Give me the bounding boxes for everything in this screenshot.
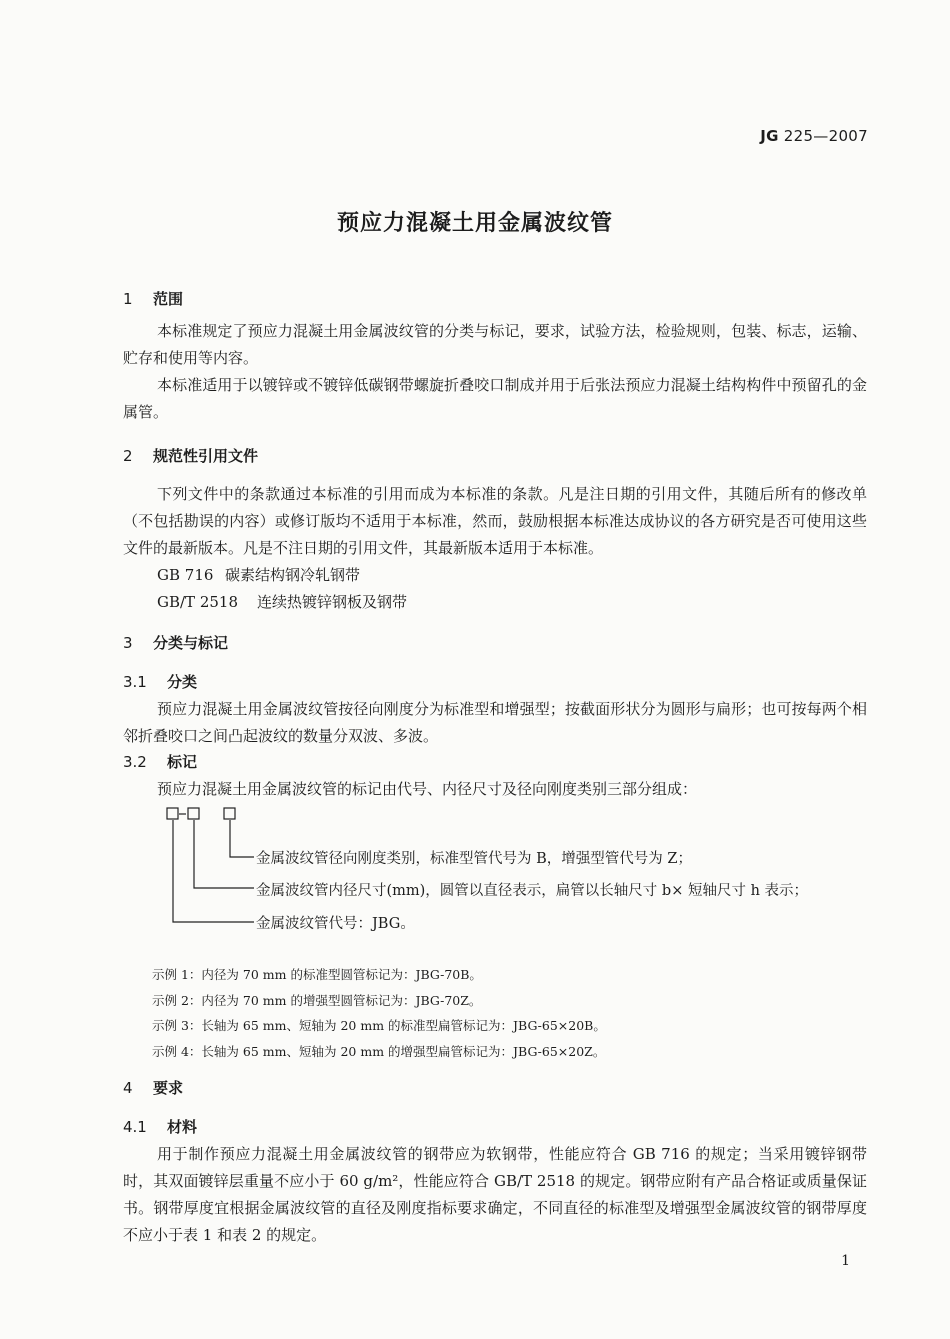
reference-name: 连续热镀锌钢板及钢带 xyxy=(257,593,408,611)
section-4-1-paragraph: 用于制作预应力混凝土用金属波纹管的钢带应为软钢带，性能应符合 GB 716 的规定；当采用镀锌钢带时，其双面镀锌层重量不应小于 60 g/m²，性能应符合 GB/T 2518 的规定。钢带应附有产品合格证或质量保证书。钢带厚度宜根据金属波纹管的直径及刚度指标要求确定，不同直径的标准型及增强型金属波纹管的钢带厚度不应小于表 1 和表 2 的规定。 xyxy=(123,1145,867,1244)
section-title: 标记 xyxy=(167,753,198,771)
standard-prefix: JG xyxy=(760,127,779,145)
section-4-heading xyxy=(123,1077,183,1098)
section-1-paragraph-2: 本标准适用于以镀锌或不镀锌低碳钢带螺旋折叠咬口制成并用于后张法预应力混凝土结构构件中预留孔的金属管。 xyxy=(123,376,867,421)
page-number: 1 xyxy=(841,1253,850,1269)
type-leader-line xyxy=(230,820,254,857)
section-3-1-paragraph: 预应力混凝土用金属波纹管按径向刚度分为标准型和增强型；按截面形状分为圆形与扁形；也可按每两个相邻折叠咬口之间凸起波纹的数量分双波、多波。 xyxy=(123,700,867,745)
standard-code: 225—2007 xyxy=(783,127,868,145)
type-box xyxy=(224,808,235,819)
diagram-label-size: 金属波纹管内径尺寸(mm)，圆管以直径表示，扁管以长轴尺寸 b× 短轴尺寸 h 表示； xyxy=(256,883,809,899)
code-leader-line xyxy=(173,820,254,922)
reference-code: GB/T 2518 xyxy=(157,593,239,611)
example-3: 示例 3：长轴为 65 mm、短轴为 20 mm 的标准型扁管标记为：JBG-65×20B。 xyxy=(152,1018,606,1033)
section-number: 2 xyxy=(123,447,133,465)
section-number: 3.2 xyxy=(123,753,147,771)
section-number: 3.1 xyxy=(123,673,147,691)
diagram-label-type: 金属波纹管径向刚度类别，标准型管代号为 B，增强型管代号为 Z； xyxy=(256,851,692,867)
section-2-paragraph-1: 下列文件中的条款通过本标准的引用而成为本标准的条款。凡是注日期的引用文件，其随后所有的修改单（不包括勘误的内容）或修订版均不适用于本标准，然而，鼓励根据本标准达成协议的各方研究是否可使用这些文件的最新版本。凡是不注日期的引用文件，其最新版本适用于本标准。 xyxy=(123,485,867,557)
section-3-2-paragraph: 预应力混凝土用金属波纹管的标记由代号、内径尺寸及径向刚度类别三部分组成： xyxy=(157,780,698,798)
diagram-label-code: 金属波纹管代号：JBG。 xyxy=(256,916,415,932)
example-2: 示例 2：内径为 70 mm 的增强型圆管标记为：JBG-70Z。 xyxy=(152,993,482,1008)
section-title: 要求 xyxy=(153,1079,184,1097)
section-number: 1 xyxy=(123,290,133,308)
section-number: 4 xyxy=(123,1079,133,1097)
reference-name: 碳素结构钢冷轧钢带 xyxy=(225,566,361,584)
section-number: 3 xyxy=(123,634,133,652)
document-title: 预应力混凝土用金属波纹管 xyxy=(336,211,613,236)
section-title: 范围 xyxy=(153,290,184,308)
reference-code: GB 716 xyxy=(157,566,214,584)
section-title: 分类与标记 xyxy=(153,634,229,652)
size-leader-line xyxy=(194,820,254,888)
section-4-1-heading xyxy=(123,1116,197,1137)
section-title: 规范性引用文件 xyxy=(153,447,259,465)
size-box xyxy=(188,808,199,819)
section-number: 4.1 xyxy=(123,1118,147,1136)
section-1-paragraph-1: 本标准规定了预应力混凝土用金属波纹管的分类与标记，要求，试验方法，检验规则，包装、标志，运输、贮存和使用等内容。 xyxy=(123,322,867,367)
example-4: 示例 4：长轴为 65 mm、短轴为 20 mm 的增强型扁管标记为：JBG-65×20Z。 xyxy=(152,1044,606,1059)
section-title: 材料 xyxy=(167,1118,198,1136)
example-1: 示例 1：内径为 70 mm 的标准型圆管标记为：JBG-70B。 xyxy=(152,967,482,982)
section-title: 分类 xyxy=(167,673,198,691)
code-box xyxy=(167,808,178,819)
